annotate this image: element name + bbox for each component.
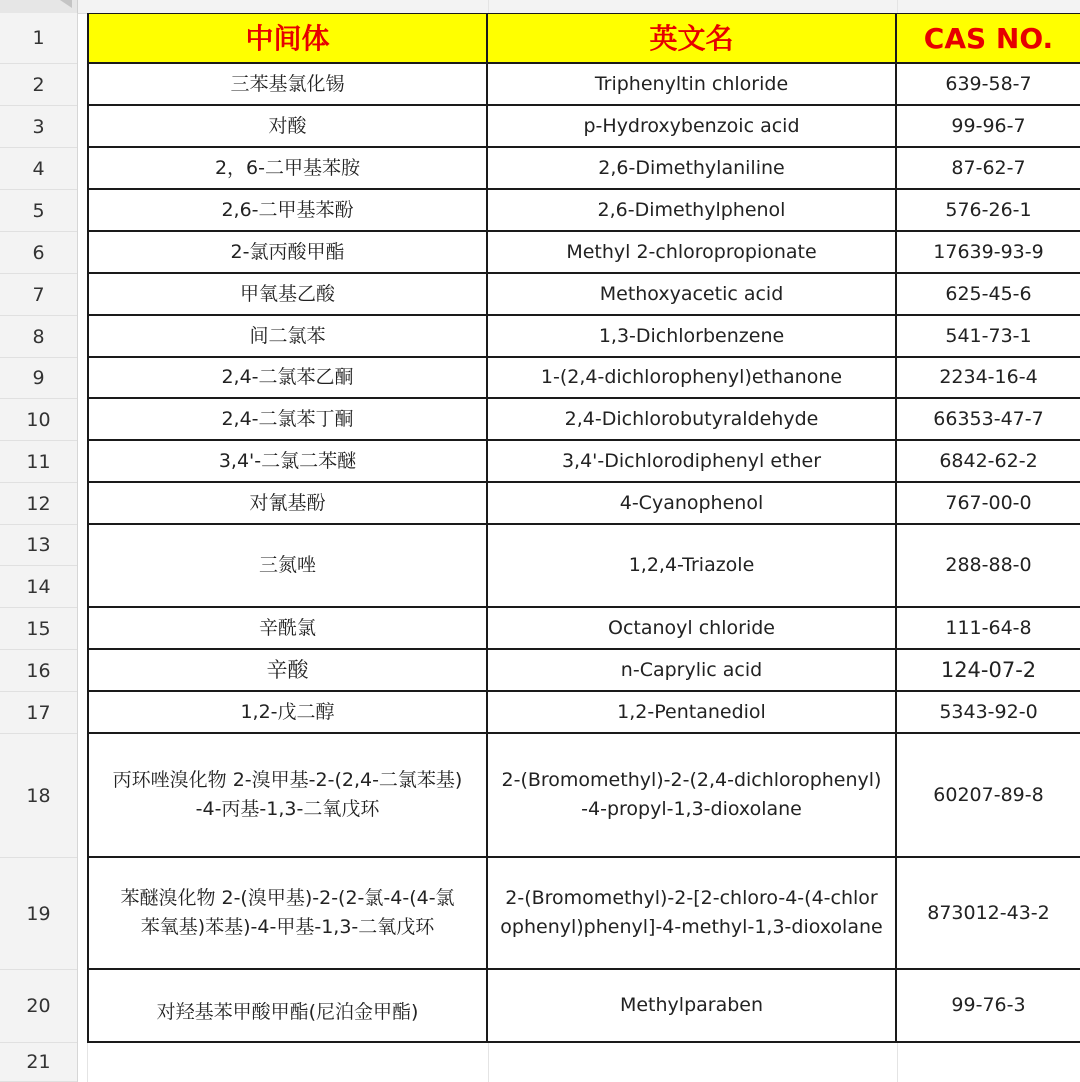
cell-text-line: 2-(Bromomethyl)-2-(2,4-dichlorophenyl): [501, 769, 882, 791]
header-cell-intermediate[interactable]: 中间体: [87, 13, 488, 64]
row-header[interactable]: 14: [0, 566, 77, 608]
cell-chinese-name[interactable]: 三氮唑: [87, 525, 488, 608]
cell-english-name[interactable]: [488, 858, 897, 970]
gridline: [488, 1043, 489, 1082]
cell-english-name[interactable]: 1,2,4-Triazole: [488, 525, 897, 608]
row-header[interactable]: 9: [0, 358, 77, 399]
cell-text-line: 2-(Bromomethyl)-2-[2-chloro-4-(4-chlor: [505, 887, 878, 909]
cell-chinese-name[interactable]: 2，6-二甲基苯胺: [87, 148, 488, 190]
cell-english-name[interactable]: 2,6-Dimethylphenol: [488, 190, 897, 232]
cell-english-name[interactable]: Methyl 2-chloropropionate: [488, 232, 897, 274]
cell-text-line: ophenyl)phenyl]-4-methyl-1,3-dioxolane: [500, 916, 883, 938]
cell-chinese-name[interactable]: 1,2-戊二醇: [87, 692, 488, 734]
cell-english-name[interactable]: 4-Cyanophenol: [488, 483, 897, 525]
cell-cas[interactable]: 639-58-7: [897, 64, 1080, 106]
cell-chinese-name[interactable]: 2-氯丙酸甲酯: [87, 232, 488, 274]
row-header[interactable]: 13: [0, 525, 77, 566]
cell-cas[interactable]: 87-62-7: [897, 148, 1080, 190]
cell-chinese-name[interactable]: 间二氯苯: [87, 316, 488, 358]
cell-cas[interactable]: 541-73-1: [897, 316, 1080, 358]
cell-english-name[interactable]: Methoxyacetic acid: [488, 274, 897, 316]
cell-chinese-name[interactable]: 对羟基苯甲酸甲酯(尼泊金甲酯): [87, 970, 488, 1043]
cell-chinese-name[interactable]: 三苯基氯化锡: [87, 64, 488, 106]
cell-cas[interactable]: 6842-62-2: [897, 441, 1080, 483]
cell-cas[interactable]: 873012-43-2: [897, 858, 1080, 970]
cell-chinese-name[interactable]: [87, 858, 488, 970]
cell-cas[interactable]: 124-07-2: [897, 650, 1080, 692]
select-all-corner[interactable]: [0, 0, 78, 13]
row-header[interactable]: 7: [0, 274, 77, 316]
header-cell-english-name[interactable]: 英文名: [488, 13, 897, 64]
cell-chinese-name[interactable]: 2,6-二甲基苯酚: [87, 190, 488, 232]
cell-english-name[interactable]: 1,3-Dichlorbenzene: [488, 316, 897, 358]
cell-chinese-name[interactable]: 辛酰氯: [87, 608, 488, 650]
cell-text-line: 苯氧基)苯基)-4-甲基-1,3-二氧戊环: [140, 916, 435, 938]
cell-cas[interactable]: 17639-93-9: [897, 232, 1080, 274]
cell-cas[interactable]: 576-26-1: [897, 190, 1080, 232]
row-header[interactable]: 4: [0, 148, 77, 190]
cell-text-line: 苯醚溴化物 2-(溴甲基)-2-(2-氯-4-(4-氯: [120, 887, 455, 909]
cell-chinese-name[interactable]: 2,4-二氯苯丁酮: [87, 399, 488, 441]
row-header[interactable]: 12: [0, 483, 77, 525]
row-header[interactable]: 2: [0, 64, 77, 106]
column-header-bar: [0, 0, 1080, 14]
cell-chinese-name[interactable]: 甲氧基乙酸: [87, 274, 488, 316]
cell-chinese-name[interactable]: [87, 734, 488, 858]
header-cell-cas-no[interactable]: CAS NO.: [897, 13, 1080, 64]
cell-english-name[interactable]: 1,2-Pentanediol: [488, 692, 897, 734]
row-header[interactable]: 15: [0, 608, 77, 650]
cell-cas[interactable]: 2234-16-4: [897, 358, 1080, 399]
row-header[interactable]: 20: [0, 970, 77, 1043]
cell-english-name[interactable]: Methylparaben: [488, 970, 897, 1043]
row-header[interactable]: 17: [0, 692, 77, 734]
row-header[interactable]: 16: [0, 650, 77, 692]
cell-chinese-name[interactable]: 辛酸: [87, 650, 488, 692]
cell-cas[interactable]: 60207-89-8: [897, 734, 1080, 858]
cell-cas[interactable]: 288-88-0: [897, 525, 1080, 608]
cell-english-name[interactable]: 2,6-Dimethylaniline: [488, 148, 897, 190]
cell-english-name[interactable]: p-Hydroxybenzoic acid: [488, 106, 897, 148]
cell-chinese-name[interactable]: 2,4-二氯苯乙酮: [87, 358, 488, 399]
row-header[interactable]: 11: [0, 441, 77, 483]
cell-chinese-name[interactable]: 对氰基酚: [87, 483, 488, 525]
cell-cas[interactable]: 111-64-8: [897, 608, 1080, 650]
cell-text-line: 丙环唑溴化物 2-溴甲基-2-(2,4-二氯苯基): [112, 769, 463, 791]
cell-chinese-name[interactable]: 对酸: [87, 106, 488, 148]
cell-english-name[interactable]: 1-(2,4-dichlorophenyl)ethanone: [488, 358, 897, 399]
cell-cas[interactable]: 5343-92-0: [897, 692, 1080, 734]
gridline: [897, 1043, 898, 1082]
row-header[interactable]: 18: [0, 734, 77, 858]
cell-cas[interactable]: 66353-47-7: [897, 399, 1080, 441]
cell-chinese-name[interactable]: 3,4'-二氯二苯醚: [87, 441, 488, 483]
cell-cas[interactable]: 99-96-7: [897, 106, 1080, 148]
cell-english-name[interactable]: Octanoyl chloride: [488, 608, 897, 650]
select-all-icon: [60, 0, 72, 8]
row-header[interactable]: 5: [0, 190, 77, 232]
cell-english-name[interactable]: 2,4-Dichlorobutyraldehyde: [488, 399, 897, 441]
row-header[interactable]: 21: [0, 1043, 77, 1082]
gridline: [897, 0, 898, 13]
gridline: [488, 0, 489, 13]
cell-cas[interactable]: 99-76-3: [897, 970, 1080, 1043]
row-header[interactable]: 10: [0, 399, 77, 441]
cell-english-name[interactable]: [488, 734, 897, 858]
cell-text-line: -4-propyl-1,3-dioxolane: [581, 798, 802, 820]
cell-english-name[interactable]: 3,4'-Dichlorodiphenyl ether: [488, 441, 897, 483]
row-header[interactable]: 3: [0, 106, 77, 148]
cell-cas[interactable]: 625-45-6: [897, 274, 1080, 316]
cell-text-line: -4-丙基-1,3-二氧戊环: [195, 798, 380, 820]
row-header[interactable]: 8: [0, 316, 77, 358]
row-header[interactable]: 1: [0, 13, 77, 64]
row-header[interactable]: 19: [0, 858, 77, 970]
cell-english-name[interactable]: n-Caprylic acid: [488, 650, 897, 692]
cell-english-name[interactable]: Triphenyltin chloride: [488, 64, 897, 106]
row-header[interactable]: 6: [0, 232, 77, 274]
cell-cas[interactable]: 767-00-0: [897, 483, 1080, 525]
